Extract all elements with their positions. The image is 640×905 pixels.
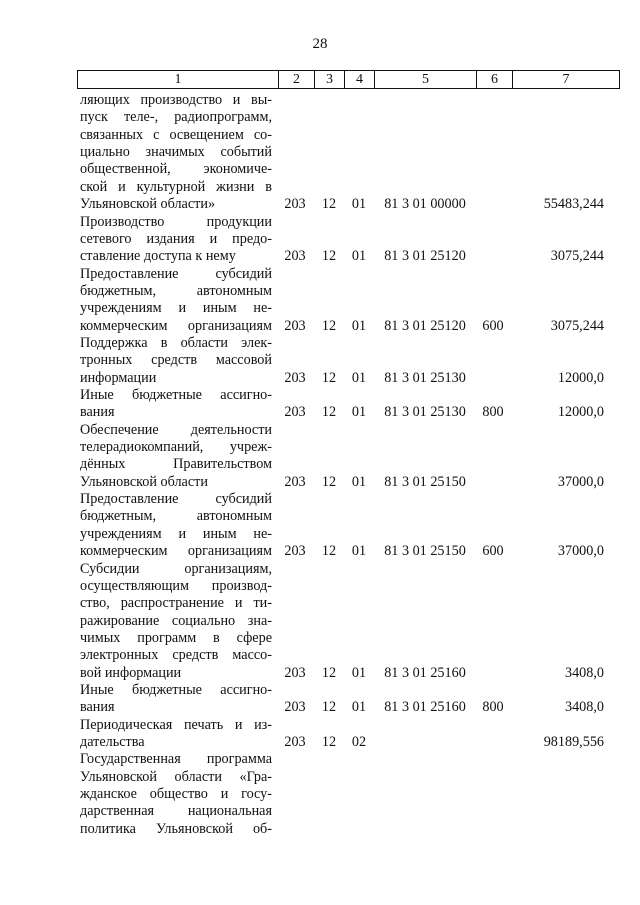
expense-type-code: 800 (482, 404, 504, 421)
description-line: электронных средств массо- (80, 647, 272, 664)
item-code: 02 (351, 734, 367, 750)
section-code: 203 (284, 473, 306, 490)
description-line: Субсидии организациям, (80, 560, 272, 577)
description-line: пуск теле-, радиопрограмм, (80, 109, 272, 126)
table-header-row (77, 70, 620, 89)
amount-value: 55483,244 (543, 196, 604, 213)
amount-value: 12000,0 (557, 369, 604, 386)
section-code: 203 (284, 404, 306, 421)
item-code: 01 (351, 317, 367, 334)
description-line: вания (80, 699, 115, 716)
description-line: ской и культурной жизни в (80, 178, 272, 195)
description-line: бюджетным, автономным (80, 508, 272, 525)
header-col-2: 2 (278, 71, 314, 88)
amount-value: 98189,556 (543, 734, 604, 750)
description-line: информации (80, 369, 157, 386)
subsection-code: 12 (321, 196, 337, 213)
description-line: Ульяновской области «Гра- (80, 768, 272, 785)
description-line: Производство продукции (80, 213, 272, 230)
description-line: дарственная национальная (80, 803, 272, 820)
header-col-5: 5 (374, 71, 476, 88)
description-line: ражирование социально зна- (80, 612, 272, 629)
subsection-code: 12 (321, 543, 337, 560)
description-line: учреждениям и иным не- (80, 300, 272, 317)
description-line: Предоставление субсидий (80, 491, 272, 508)
section-code: 203 (284, 699, 306, 716)
item-code: 01 (351, 404, 367, 421)
description-line: Государственная программа (80, 751, 272, 768)
target-article-code: 81 3 01 25130 (384, 404, 466, 421)
section-code: 203 (284, 734, 306, 750)
header-col-4: 4 (344, 71, 374, 88)
item-code: 01 (351, 543, 367, 560)
amount-value: 37000,0 (557, 543, 604, 560)
amount-value: 37000,0 (557, 473, 604, 490)
description-line: Иные бюджетные ассигно- (80, 681, 272, 698)
section-code: 203 (284, 196, 306, 213)
subsection-code: 12 (321, 734, 337, 750)
target-article-code: 81 3 01 00000 (384, 196, 466, 213)
description-line: дательства (80, 734, 145, 750)
section-code: 203 (284, 248, 306, 265)
amount-value: 3075,244 (550, 317, 604, 334)
target-article-code: 81 3 01 25150 (384, 543, 466, 560)
description-line: телерадиокомпаний, учреж- (80, 439, 272, 455)
description-line: циально значимых событий (80, 144, 272, 161)
target-article-code: 81 3 01 25120 (384, 248, 466, 265)
amount-value: 3408,0 (564, 664, 604, 681)
subsection-code: 12 (321, 664, 337, 681)
item-code: 01 (351, 699, 367, 716)
subsection-code: 12 (321, 317, 337, 334)
target-article-code: 81 3 01 25120 (384, 317, 466, 334)
description-line: бюджетным, автономным (80, 282, 272, 299)
section-code: 203 (284, 317, 306, 334)
description-line: Обеспечение деятельности (80, 421, 272, 438)
description-line: вания (80, 404, 115, 421)
target-article-code: 81 3 01 25160 (384, 664, 466, 681)
page-number: 28 (312, 36, 328, 52)
description-line: политика Ульяновской об- (80, 820, 272, 837)
description-line: Ульяновской области (80, 473, 208, 490)
description-line: Ульяновской области» (80, 196, 216, 213)
subsection-code: 12 (321, 473, 337, 490)
target-article-code: 81 3 01 25150 (384, 473, 466, 490)
section-code: 203 (284, 543, 306, 560)
target-article-code: 81 3 01 25130 (384, 369, 466, 386)
description-line: Периодическая печать и из- (80, 716, 272, 733)
expense-type-code: 600 (482, 543, 504, 560)
section-code: 203 (284, 664, 306, 681)
subsection-code: 12 (321, 248, 337, 265)
subsection-code: 12 (321, 699, 337, 716)
description-line: чимых программ в сфере (80, 629, 272, 646)
target-article-code: 81 3 01 25160 (384, 699, 466, 716)
header-col-3: 3 (314, 71, 344, 88)
description-line: Иные бюджетные ассигно- (80, 387, 272, 403)
section-code: 203 (284, 369, 306, 386)
item-code: 01 (351, 473, 367, 490)
item-code: 01 (351, 369, 367, 386)
expense-type-code: 800 (482, 699, 504, 716)
description-line: учреждениям и иным не- (80, 525, 272, 542)
description-line: осуществляющим производ- (80, 577, 272, 594)
subsection-code: 12 (321, 404, 337, 421)
description-line: связанных с освещением со- (80, 126, 272, 143)
amount-value: 12000,0 (557, 404, 604, 421)
description-line: вой информации (80, 664, 182, 681)
description-line: жданское общество и госу- (80, 786, 272, 802)
amount-value: 3408,0 (564, 699, 604, 716)
description-line: коммерческим организациям (80, 543, 272, 560)
description-line: коммерческим организациям (80, 317, 272, 334)
description-line: общественной, экономиче- (80, 161, 272, 178)
description-line: ставление доступа к нему (80, 248, 236, 265)
description-line: дённых Правительством (80, 456, 272, 473)
description-line: Поддержка в области элек- (80, 334, 272, 351)
item-code: 01 (351, 664, 367, 681)
subsection-code: 12 (321, 369, 337, 386)
description-line: сетевого издания и предо- (80, 230, 272, 247)
expense-type-code: 600 (482, 317, 504, 334)
description-line: ство, распространение и ти- (80, 595, 272, 612)
description-line: тронных средств массовой (80, 352, 272, 369)
header-col-6: 6 (476, 71, 512, 88)
description-line: ляющих производство и вы- (80, 92, 272, 108)
amount-value: 3075,244 (550, 248, 604, 265)
item-code: 01 (351, 248, 367, 265)
header-col-7: 7 (512, 71, 619, 88)
description-line: Предоставление субсидий (80, 265, 272, 282)
header-col-1: 1 (174, 72, 182, 87)
item-code: 01 (351, 196, 367, 213)
